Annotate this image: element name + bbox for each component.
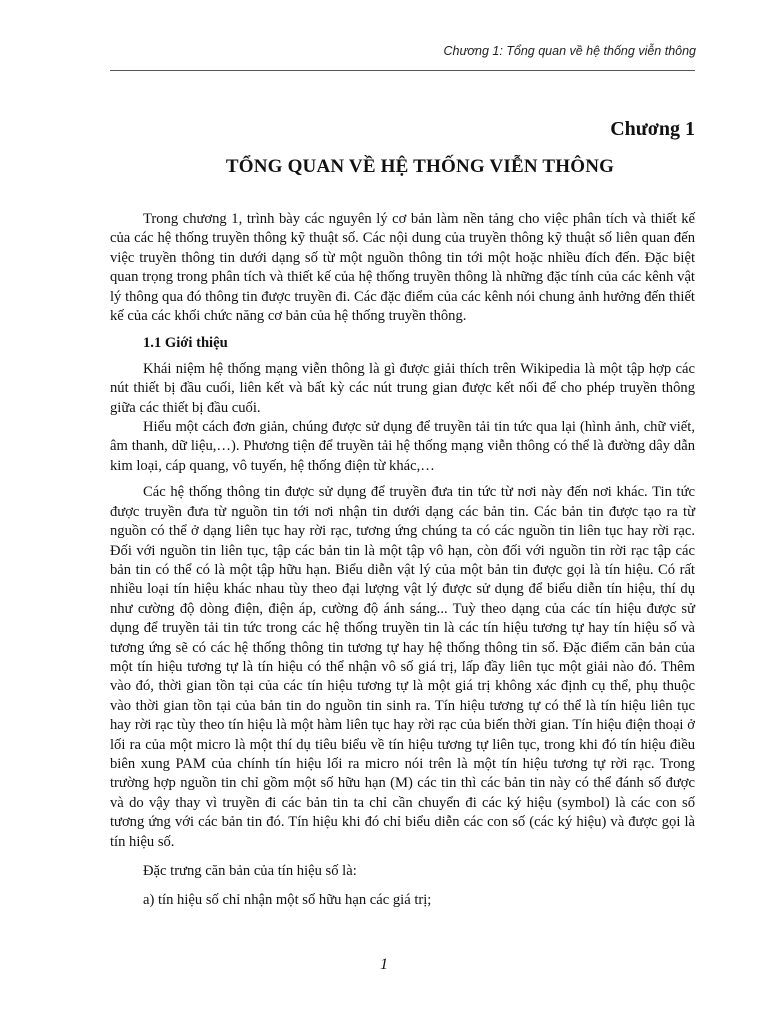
paragraph: Khái niệm hệ thống mạng viễn thông là gì được giải thích trên Wikipedia là một tập hợp các nút thiết bị đầu cuối, liên kết và bất kỳ các nút trung gian được kết nối để cho phép truyền thông giữa các thiết bị đầu cuối. xyxy=(110,360,695,416)
chapter-label: Chương 1 xyxy=(610,118,695,140)
header-divider xyxy=(110,70,695,71)
chapter-title: TỔNG QUAN VỀ HỆ THỐNG VIỄN THÔNG xyxy=(225,156,615,177)
list-item: a) tín hiệu số chỉ nhận một số hữu hạn các giá trị; xyxy=(143,892,432,909)
running-header: Chương 1: Tổng quan về hệ thống viễn thông xyxy=(443,44,696,58)
paragraph: Đặc trưng căn bản của tín hiệu số là: xyxy=(143,863,357,879)
paragraph: Hiểu một cách đơn giản, chúng được sử dụng để truyền tải tin tức qua lại (hình ảnh, chữ viết, âm thanh, dữ liệu,…). Phương tiện để truyền tải hệ thống mạng viễn thông có thể là đường dây dẫn kim loại, cáp quang, vô tuyến, hệ thống điện từ khác,… xyxy=(110,419,695,474)
section-heading: 1.1 Giới thiệu xyxy=(143,335,228,352)
document-body xyxy=(110,210,695,911)
intro-paragraph: Trong chương 1, trình bày các nguyên lý cơ bản làm nền tảng cho việc phân tích và thiết kế của các hệ thống truyền thông kỹ thuật số. Các nội dung của truyền thông kỹ thuật số liên quan đến việc truyền thông tin dưới dạng số từ một nguồn thông tin tới một hoặc nhiều đích đến. Đặc biệt quan trọng trong phân tích và thiết kế của hệ thống truyền thông là những đặc tính của các kênh vật lý thông qua đó thông tin được truyền đi. Các đặc điểm của các kênh nói chung ảnh hưởng đến thiết kế của các khối chức năng cơ bản của hệ thống truyền thông. xyxy=(110,211,695,325)
paragraph: Các hệ thống thông tin được sử dụng để truyền đưa tin tức từ nơi này đến nơi khác. Tin tức được truyền đưa từ nguồn tin tới nơi nhận tin dưới dạng các bản tin. Các bản tin được tạo ra từ nguồn có thể ở dạng liên tục hay rời rạc, tương ứng chúng ta có các nguồn tin liên tục hay rời rạc. Đối với nguồn tin liên tục, tập các bản tin là một tập vô hạn, còn đối với nguồn tin rời rạc tập các bản tin có thể có là một tập hữu hạn. Biểu diễn vật lý của một bản tin được gọi là tín hiệu. Có rất nhiều loại tín hiệu khác nhau tùy theo đại lượng vật lý được sử dụng để biểu diễn tín hiệu, thí dụ như cường độ dòng điện, điện áp, cường độ ánh sáng... Tuỳ theo dạng của các tín hiệu được sử dụng để truyền tải tin tức trong các hệ thống truyền tin là các tín hiệu tương tự hay tín hiệu số và tương ứng sẽ có các hệ thống thông tin tương tự hay hệ thống thông tin số. Đặc điểm căn bản của một tín hiệu tương tự là tín hiệu có thể nhận vô số giá trị, lấp đầy liên tục một giải nào đó. Thêm vào đó, thời gian tồn tại của các tín hiệu tương tự là một giá trị không xác định cụ thể, phụ thuộc vào thời gian tồn tại của bản tin do nguồn tin sinh ra. Tín hiệu tương tự có thể là tín hiệu liên tục hay rời rạc tùy theo tín hiệu là một hàm liên tục hay rời rạc của biến thời gian. Tín hiệu điện thoại ở lối ra của một micro là một thí dụ tiêu biểu về tín hiệu tương tự liên tục, trong khi đó tín hiệu điều biên xung PAM của chính tín hiệu lối ra micro nói trên là một tín hiệu tương tự rời rạc. Trong trường hợp nguồn tin chỉ gồm một số hữu hạn (M) các tin thì các bản tin này có thể đánh số được và do vậy thay vì truyền đi các bản tin ta chỉ cần chuyển đi các ký hiệu (symbol) là các con số tương ứng với các bản tin đó. Tín hiệu khi đó chỉ biểu diễn các con số (các ký hiệu) và được gọi là tín hiệu số. xyxy=(110,484,695,850)
page-number: 1 xyxy=(380,956,388,973)
